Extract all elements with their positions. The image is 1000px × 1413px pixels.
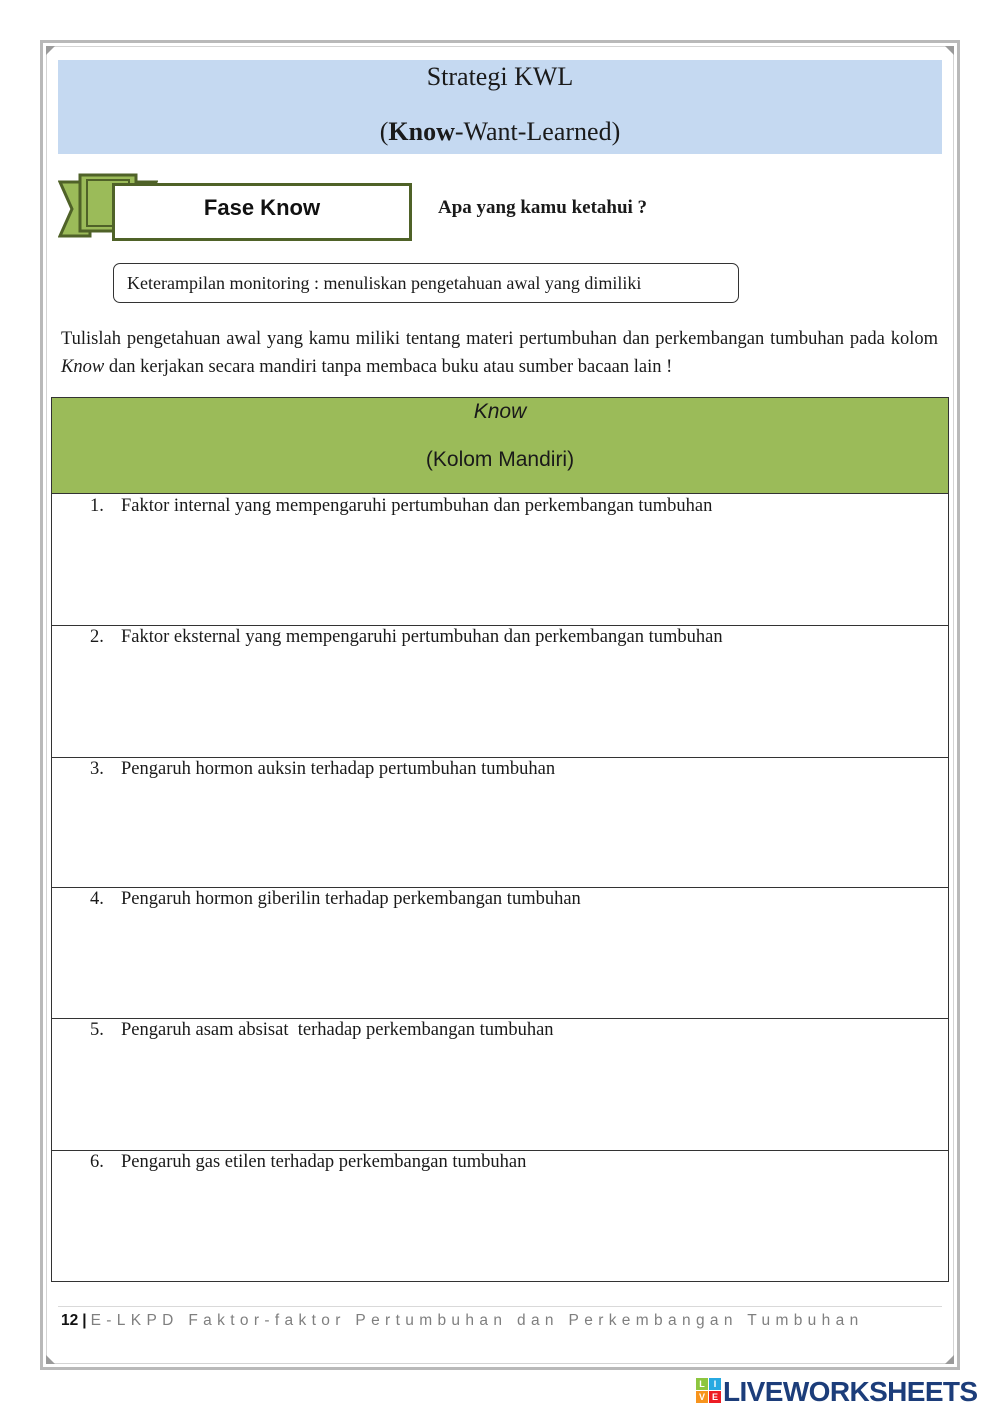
corner-mark-bottom-left (46, 1355, 55, 1364)
row-prompt: Pengaruh hormon giberilin terhadap perkembangan tumbuhan (121, 889, 581, 909)
liveworksheets-logo[interactable] (696, 1374, 996, 1410)
answer-row[interactable] (52, 625, 948, 758)
instruction-paragraph (61, 325, 938, 381)
corner-mark-top-right (945, 46, 954, 55)
row-number: 3. (90, 759, 104, 779)
logo-cell-e: E (709, 1391, 721, 1403)
answer-row[interactable] (52, 1150, 948, 1281)
corner-mark-top-left (46, 46, 55, 55)
row-number: 2. (90, 627, 104, 647)
logo-cell-v: V (696, 1391, 708, 1403)
monitoring-skill-box: Keterampilan monitoring : menuliskan pengetahuan awal yang dimiliki (113, 263, 739, 303)
answer-row[interactable] (52, 1018, 948, 1151)
row-prompt: Pengaruh hormon auksin terhadap pertumbuhan tumbuhan (121, 759, 556, 779)
row-prompt: Pengaruh asam absisat terhadap perkembangan tumbuhan (121, 1020, 554, 1040)
answer-row[interactable] (52, 757, 948, 888)
page-number: 12 (61, 1312, 79, 1329)
corner-mark-bottom-right (945, 1355, 954, 1364)
know-header-title: Know (473, 400, 527, 423)
phase-question: Apa yang kamu ketahui ? (438, 197, 648, 218)
phase-label: Fase Know (203, 195, 321, 220)
subtitle-open-paren: ( (379, 117, 389, 146)
instruction-part2: dan kerjakan secara mandiri tanpa membaca buku atau sumber bacaan lain ! (104, 357, 673, 377)
row-number: 5. (90, 1020, 104, 1040)
liveworksheets-icon (696, 1378, 722, 1404)
logo-cell-l: L (696, 1378, 708, 1390)
logo-cell-i: I (709, 1378, 721, 1390)
row-prompt: Pengaruh gas etilen terhadap perkembangan tumbuhan (121, 1152, 527, 1172)
page-footer (61, 1309, 864, 1333)
answer-row[interactable] (52, 887, 948, 1019)
row-number: 6. (90, 1152, 104, 1172)
page-subtitle (0, 115, 1000, 149)
know-table-header (52, 398, 948, 494)
footer-title: E-LKPD Faktor-faktor Pertumbuhan dan Perkembangan Tumbuhan (90, 1312, 864, 1329)
footer-separator: | (82, 1312, 87, 1329)
know-header-subtitle: (Kolom Mandiri) (425, 448, 575, 471)
instruction-know: Know (61, 357, 105, 377)
row-prompt: Faktor eksternal yang mempengaruhi pertumbuhan dan perkembangan tumbuhan (121, 627, 723, 647)
row-number: 4. (90, 889, 104, 909)
subtitle-rest: -Want-Learned) (454, 117, 621, 146)
page-title: Strategi KWL (426, 62, 574, 91)
answer-row[interactable] (52, 494, 948, 626)
instruction-part1: Tulislah pengetahuan awal yang kamu miliki tentang materi pertumbuhan dan perkembangan tumbuhan pada kolom (61, 329, 938, 349)
subtitle-know: Know (388, 117, 455, 146)
footer-rule (58, 1306, 942, 1307)
row-number: 1. (90, 496, 104, 516)
row-prompt: Faktor internal yang mempengaruhi pertumbuhan dan perkembangan tumbuhan (121, 496, 713, 516)
liveworksheets-brand: LIVEWORKSHEETS (723, 1376, 978, 1407)
